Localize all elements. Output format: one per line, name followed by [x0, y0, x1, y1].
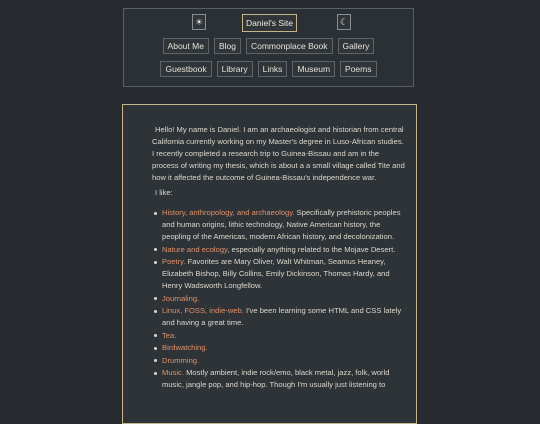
- topic-link[interactable]: Linux, FOSS, indie-web.: [162, 306, 244, 315]
- list-item-text: Mostly ambient, indie rock/emo, black metal, jazz, folk, world music, jangle pop, and hip-hop. Though I'm usually just listening to: [162, 368, 390, 389]
- topic-link[interactable]: History, anthropology, and archaeology.: [162, 208, 295, 217]
- nav-link-blog[interactable]: Blog: [214, 38, 241, 54]
- list-item: [162, 244, 406, 256]
- nav-link-about-me[interactable]: About Me: [163, 38, 209, 54]
- nav-link-gallery[interactable]: Gallery: [338, 38, 375, 54]
- nav-link-links[interactable]: Links: [258, 61, 288, 77]
- intro-paragraph: Hello! My name is Daniel. I am an archaeologist and historian from central California currently working on my Master's degree in Luso-African studies. I recently completed a research trip to Guinea-Bissau and am in the process of writing my thesis, which is about a a small village called Tite and how it affected the outcome of Guinea-Bissau's independence war.: [152, 125, 405, 182]
- topic-link[interactable]: Music.: [162, 368, 184, 377]
- topic-link[interactable]: Tea.: [162, 330, 177, 340]
- list-item: [162, 355, 406, 367]
- like-label: I like:: [155, 188, 173, 197]
- dark-theme-button[interactable]: [337, 14, 351, 30]
- list-item: [162, 256, 406, 292]
- topic-link[interactable]: Birdwatching.: [162, 343, 208, 352]
- nav-link-poems[interactable]: Poems: [340, 61, 376, 77]
- nav-link-commonplace-book[interactable]: Commonplace Book: [246, 38, 333, 54]
- list-item: [162, 330, 406, 342]
- topic-link[interactable]: Journaling.: [162, 293, 200, 303]
- topic-link[interactable]: Drumming.: [162, 355, 200, 365]
- content-text: [152, 124, 406, 392]
- sun-icon: ☀: [194, 17, 204, 27]
- site-navigation: [123, 8, 414, 87]
- list-item: [162, 293, 406, 305]
- nav-link-museum[interactable]: Museum: [292, 61, 335, 77]
- nav-link-library[interactable]: Library: [217, 61, 253, 77]
- topic-link[interactable]: Poetry.: [162, 257, 186, 266]
- list-item-text: Specifically prehistoric peoples and human origins, lithic technology, Native American history, the peopling of the Americas, modern African history, and decolonization.: [162, 208, 401, 241]
- topic-link[interactable]: Nature and ecology: [162, 244, 228, 254]
- list-item-text: , especially anything related to the Mojave Desert.: [227, 244, 396, 254]
- light-theme-button[interactable]: [192, 14, 206, 30]
- list-item: [162, 342, 406, 354]
- list-item: [162, 305, 406, 329]
- list-item-text: I've been learning some HTML and CSS lately and having a great time.: [162, 306, 402, 327]
- moon-icon: ☾: [339, 17, 349, 27]
- main-content: [122, 104, 417, 424]
- list-item-text: Favorites are Mary Oliver, Walt Whitman, Seamus Heaney, Elizabeth Bishop, Billy Collins, Emily Dickinson, Thomas Hardy, and Henry Wadsworth Longfellow.: [162, 257, 390, 290]
- nav-row-1: [124, 38, 413, 54]
- likes-list: [152, 207, 406, 391]
- site-title-button[interactable]: Daniel's Site: [242, 14, 297, 32]
- nav-header: [124, 14, 413, 32]
- nav-row-2: [124, 61, 413, 77]
- list-item: [162, 207, 406, 243]
- nav-link-guestbook[interactable]: Guestbook: [160, 61, 211, 77]
- list-item: [162, 367, 406, 391]
